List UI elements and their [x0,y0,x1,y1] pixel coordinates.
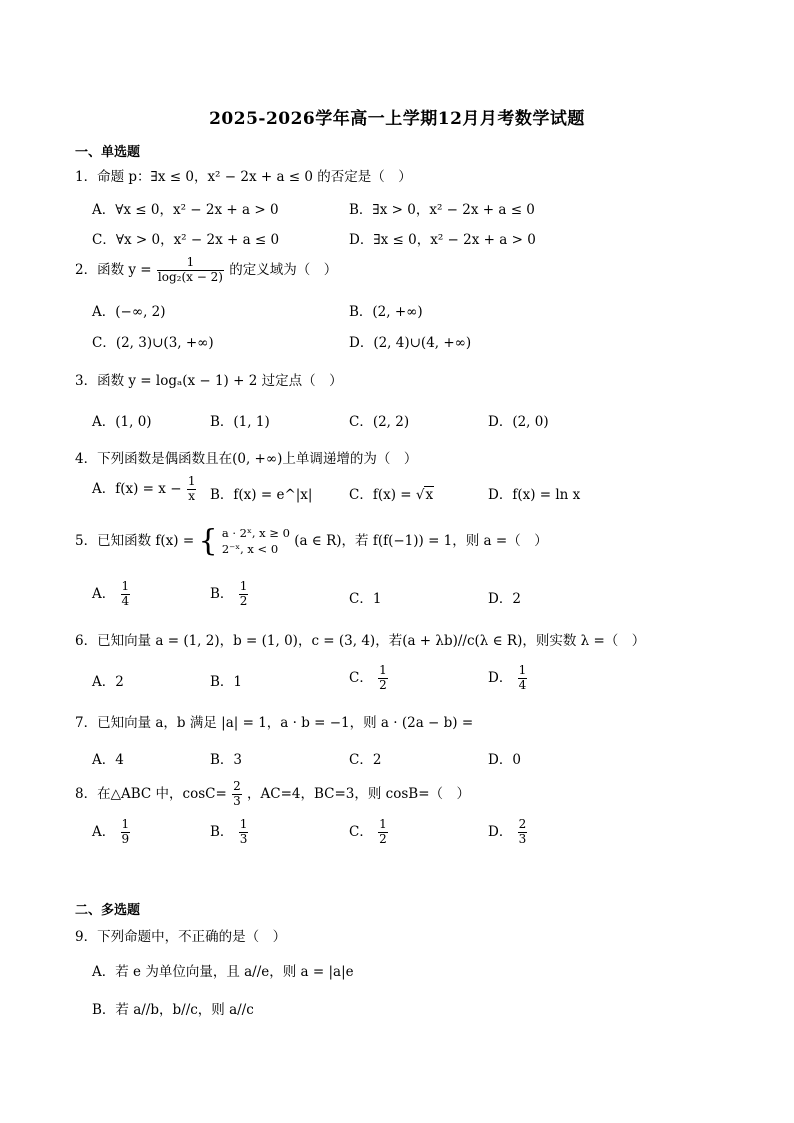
fraction-denominator: 4 [121,593,130,608]
option-c-fraction [378,664,388,693]
question-2-option-d: D．(2, 4)∪(4, +∞) [349,335,472,351]
option-d-prefix: D． [488,823,513,840]
option-b-prefix: B． [210,823,234,840]
question-5-stem [75,523,548,559]
option-d-fraction [518,818,528,847]
question-9-option-a: A．若 e 为单位向量，且 a//e，则 a = |a|e [92,964,354,980]
question-9-option-b: B．若 a//b，b//c，则 a//c [92,1002,254,1018]
fraction-numerator: 1 [239,817,248,831]
fraction-numerator: 2 [233,779,241,793]
fraction-numerator: 1 [121,579,130,593]
question-4-stem: 4．下列函数是偶函数且在(0, +∞)上单调递增的为（ ） [75,451,418,467]
section-heading-single-choice: 一、单选题 [75,145,141,160]
question-2-option-b: B．(2, +∞) [349,304,423,320]
option-b-prefix: B． [210,585,234,602]
question-2-stem-suffix: 的定义域为（ ） [229,261,338,278]
question-1-option-d: D．∃x ≤ 0，x² − 2x + a > 0 [349,232,536,248]
question-3-option-d: D．(2, 0) [488,414,549,430]
option-a-fraction [187,475,197,504]
option-a-fraction [121,580,131,609]
question-8-option-b [210,818,249,847]
fraction-denominator: log₂(x − 2) [157,269,223,284]
fraction-numerator: 1 [518,663,527,677]
question-8-stem [75,780,470,809]
question-6-option-d [488,664,528,693]
question-3-option-c: C．(2, 2) [349,414,410,430]
option-a-prefix: A．f(x) = x − [92,480,182,497]
piecewise-case-2: 2⁻ˣ, x < 0 [221,541,279,556]
fraction-denominator: 9 [121,831,130,846]
option-c-prefix: C． [349,823,373,840]
fraction-denominator: 2 [379,831,387,846]
piecewise-case-1: a · 2ˣ, x ≥ 0 [221,526,290,540]
fraction-denominator: 4 [518,677,527,692]
question-4-option-c [349,483,434,503]
question-7-option-d: D．0 [488,752,521,768]
question-4-option-a [92,475,197,504]
question-3-option-a: A．(1, 0) [92,414,152,430]
question-1-option-b: B．∃x > 0，x² − 2x + a ≤ 0 [349,202,535,218]
question-2-option-a: A．(−∞, 2) [92,304,166,320]
question-5-stem-suffix: (a ∈ R)，若 f(f(−1)) = 1，则 a =（ ） [294,533,548,550]
fraction-denominator: 3 [239,831,248,846]
question-2-fraction [157,256,224,285]
fraction-denominator: 3 [518,831,527,846]
left-brace-icon: { [198,523,218,559]
question-8-option-c [349,818,389,847]
question-4-option-b: B．f(x) = e^|x| [210,487,313,503]
question-5-stem-prefix: 5．已知函数 f(x) = [75,533,195,550]
question-8-option-a [92,818,131,847]
fraction-numerator: 1 [157,256,224,271]
section-heading-multiple-choice: 二、多选题 [75,903,141,918]
fraction-numerator: 1 [379,817,387,831]
question-6-option-c [349,664,389,693]
fraction-numerator: 1 [379,663,387,677]
option-c-prefix: C． [349,669,373,686]
option-d-fraction [518,664,528,693]
question-3-option-b: B．(1, 1) [210,414,270,430]
question-5-option-c: C．1 [349,591,382,607]
question-7-option-a: A．4 [92,752,124,768]
question-9-stem: 9．下列命题中，不正确的是（ ） [75,929,287,945]
question-4-option-d: D．f(x) = ln x [488,487,581,503]
question-5-option-b [210,580,249,609]
question-6-stem: 6．已知向量 a = (1, 2)，b = (1, 0)，c = (3, 4)，若(a + λb)//c(λ ∈ R)，则实数 λ =（ ） [75,633,646,649]
fraction-denominator: 2 [239,593,248,608]
question-8-stem-suffix: ，AC=4，BC=3，则 cosB=（ ） [247,785,471,802]
question-2-stem-prefix: 2．函数 y = [75,261,152,278]
sqrt-icon: √ [415,487,425,503]
question-2-option-c: C．(2, 3)∪(3, +∞) [92,335,214,351]
fraction-denominator: x [188,488,196,503]
fraction-numerator: 1 [187,474,196,488]
fraction-numerator: 1 [239,579,248,593]
question-6-option-b: B．1 [210,674,243,690]
question-6-option-a: A．2 [92,674,124,690]
question-7-stem: 7．已知向量 a，b 满足 |a| = 1，a · b = −1，则 a · (2a − b) = [75,715,474,731]
option-a-prefix: A． [92,585,116,602]
question-3-stem: 3．函数 y = logₐ(x − 1) + 2 过定点（ ） [75,373,343,389]
question-5-option-a [92,580,131,609]
page-title: 2025-2026学年高一上学期12月月考数学试题 [209,109,585,129]
radicand: x [425,487,434,503]
question-8-stem-prefix: 8．在△ABC 中，cosC= [75,785,227,802]
option-c-fraction [378,818,388,847]
question-8-option-d [488,818,528,847]
question-1-option-c: C．∀x > 0，x² − 2x + a ≤ 0 [92,232,280,248]
fraction-denominator: 2 [379,677,387,692]
fraction-denominator: 3 [233,793,241,808]
question-2-stem [75,256,337,285]
option-a-fraction [121,818,131,847]
fraction-numerator: 2 [518,817,527,831]
question-8-fraction [232,780,242,809]
fraction-numerator: 1 [121,817,130,831]
question-7-option-b: B．3 [210,752,243,768]
option-b-fraction [239,580,249,609]
question-7-option-c: C．2 [349,752,382,768]
option-c-prefix: C．f(x) = [349,487,416,503]
piecewise-cases [222,526,290,557]
question-1-option-a: A．∀x ≤ 0，x² − 2x + a > 0 [92,202,279,218]
option-b-fraction [239,818,249,847]
option-a-prefix: A． [92,823,116,840]
question-5-option-d: D．2 [488,591,521,607]
option-d-prefix: D． [488,669,513,686]
question-1-stem: 1．命题 p：∃x ≤ 0，x² − 2x + a ≤ 0 的否定是（ ） [75,169,412,185]
